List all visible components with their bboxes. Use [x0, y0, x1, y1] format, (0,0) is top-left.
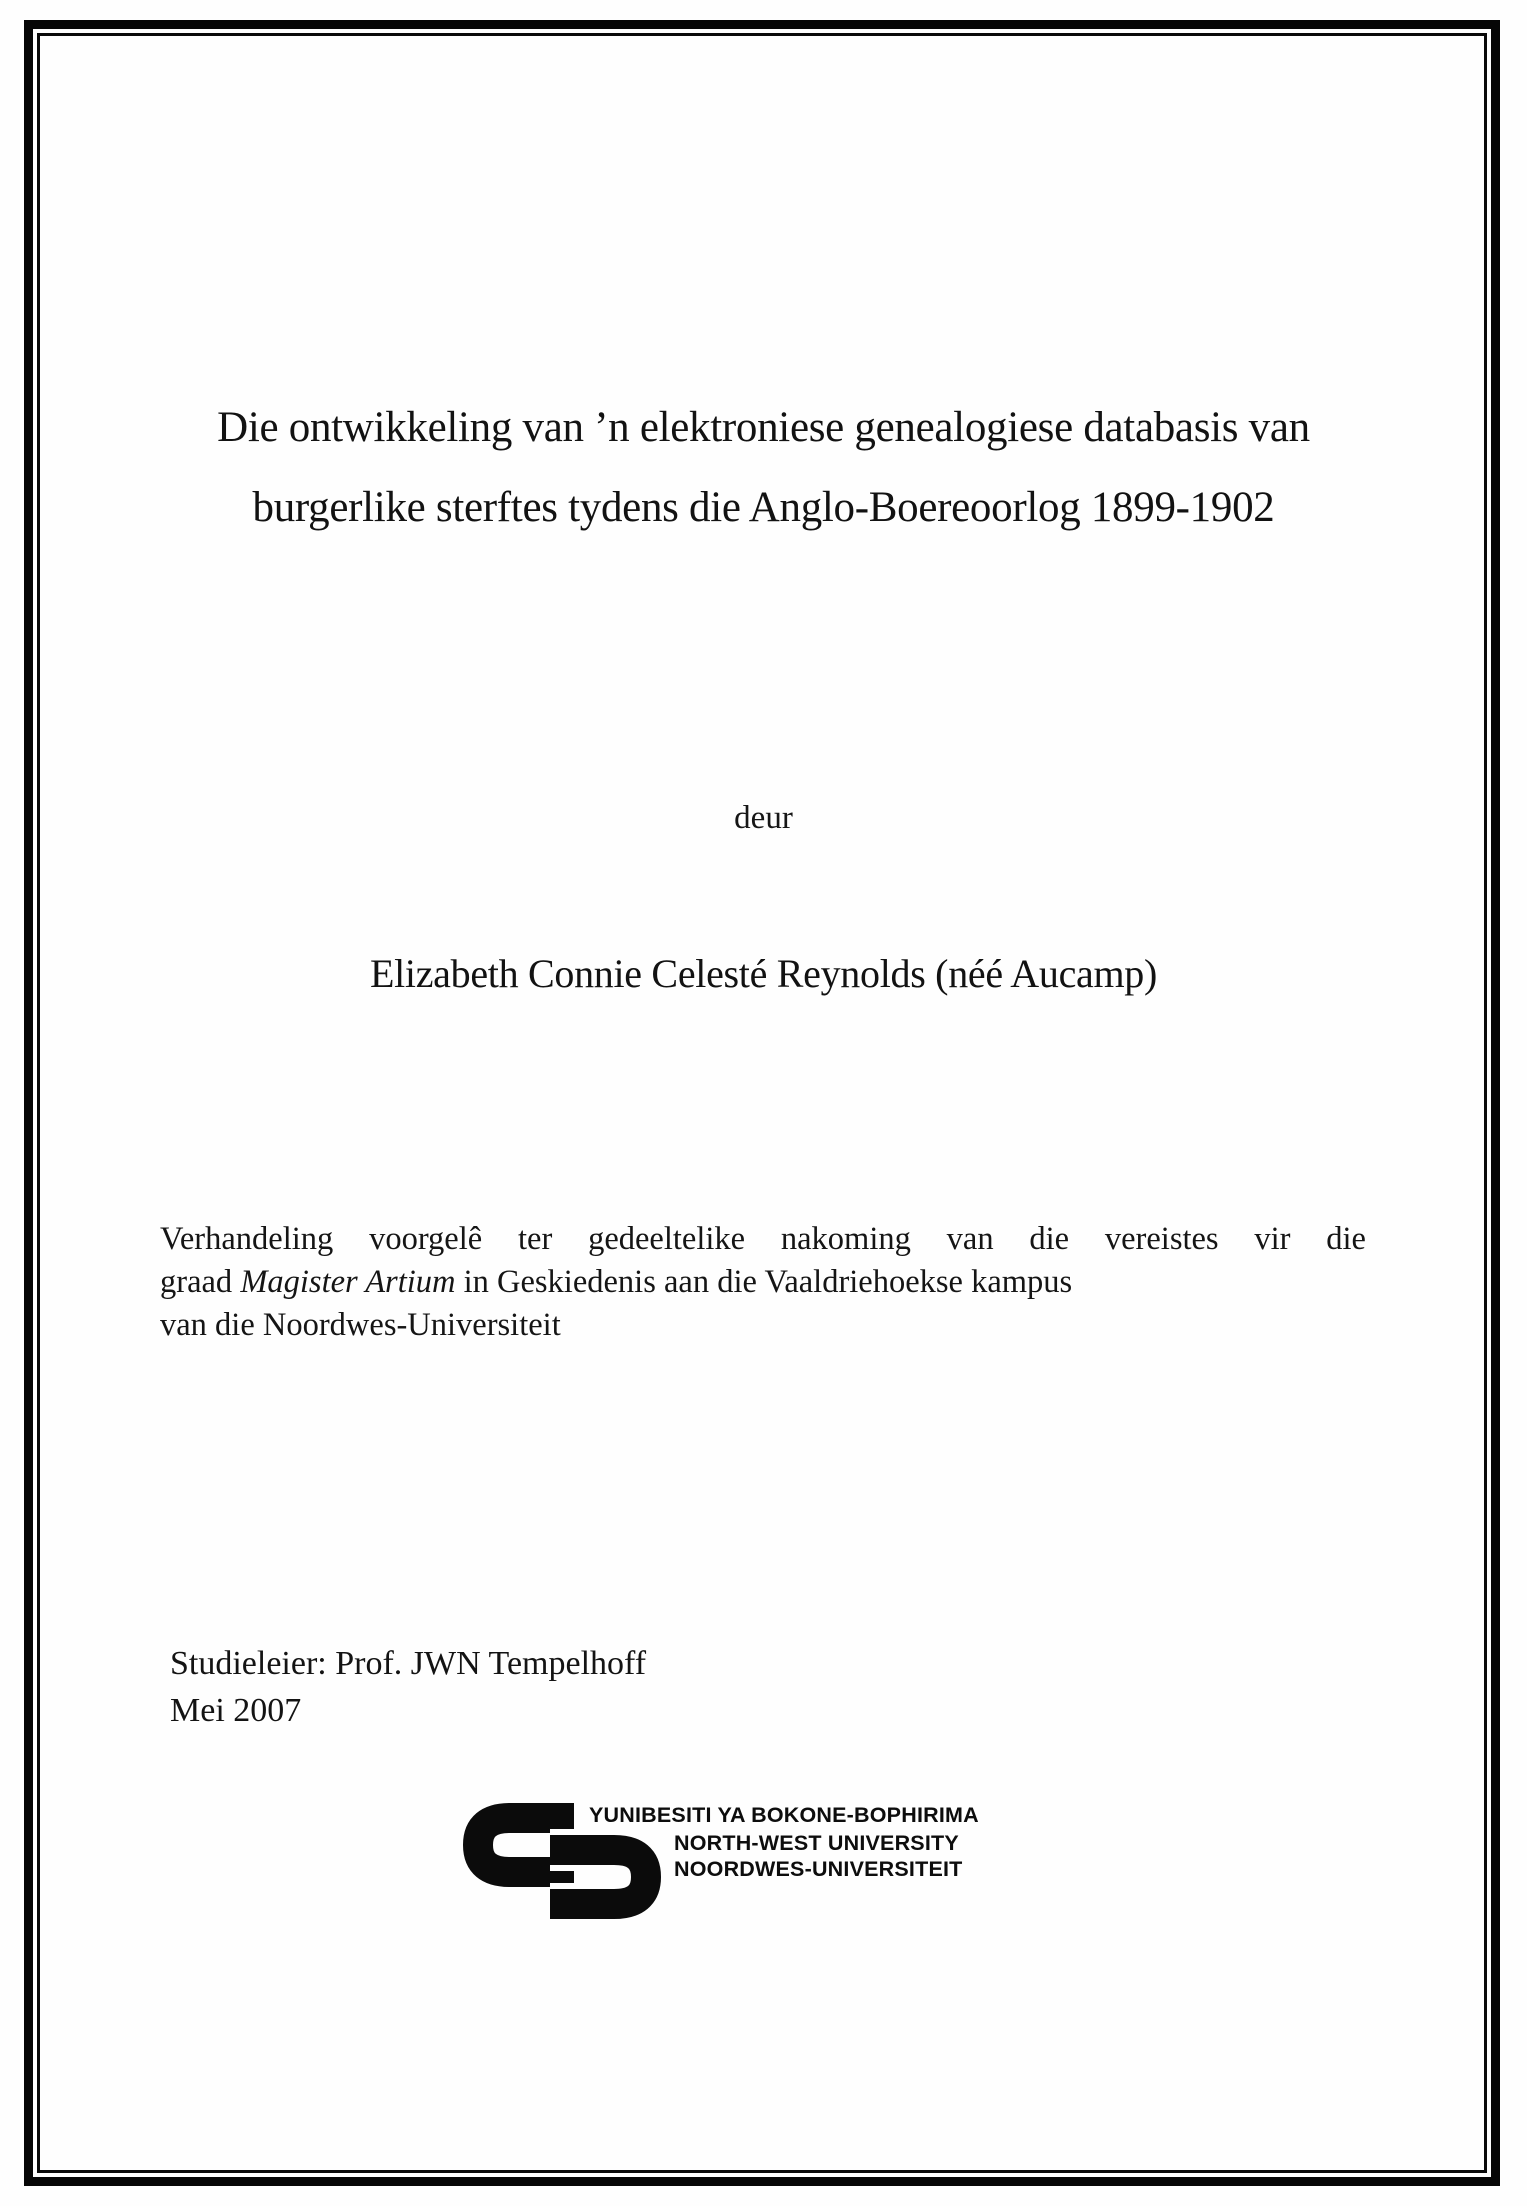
thesis-title: [0, 388, 1527, 548]
logo-text-english: NORTH-WEST UNIVERSITY: [674, 1831, 959, 1855]
degree-statement-line-3: van die Noordwes-Universiteit: [160, 1307, 561, 1343]
date-line: Mei 2007: [170, 1692, 302, 1729]
byline-deur: deur: [734, 800, 793, 836]
thesis-title-line-1: Die ontwikkeling van ’n elektroniese genealogiese databasis van: [217, 404, 1310, 451]
degree-statement-line-2: [160, 1261, 1366, 1304]
degree-statement-line-1: Verhandeling voorgelê ter gedeeltelike nakoming van die vereistes vir die: [160, 1221, 1366, 1257]
author-name: Elizabeth Connie Celesté Reynolds (néé Aucamp): [369, 951, 1158, 996]
supervisor-block: [170, 1640, 646, 1734]
degree-statement: [160, 1218, 1366, 1347]
degree-statement-line-2-suffix: in Geskiedenis aan die Vaaldriehoekse kampus: [455, 1264, 1073, 1300]
thesis-title-line-2: burgerlike sterftes tydens die Anglo-Boereoorlog 1899-1902: [252, 484, 1275, 531]
logo-text-afrikaans: NOORDWES-UNIVERSITEIT: [674, 1857, 963, 1881]
degree-statement-line-2-prefix: graad: [160, 1264, 241, 1300]
university-logo: [462, 1799, 1102, 1929]
supervisor-line: Studieleier: Prof. JWN Tempelhoff: [170, 1645, 647, 1682]
logo-text-setswana: YUNIBESITI YA BOKONE-BOPHIRIMA: [589, 1803, 979, 1827]
degree-name-italic: Magister Artium: [240, 1264, 456, 1300]
